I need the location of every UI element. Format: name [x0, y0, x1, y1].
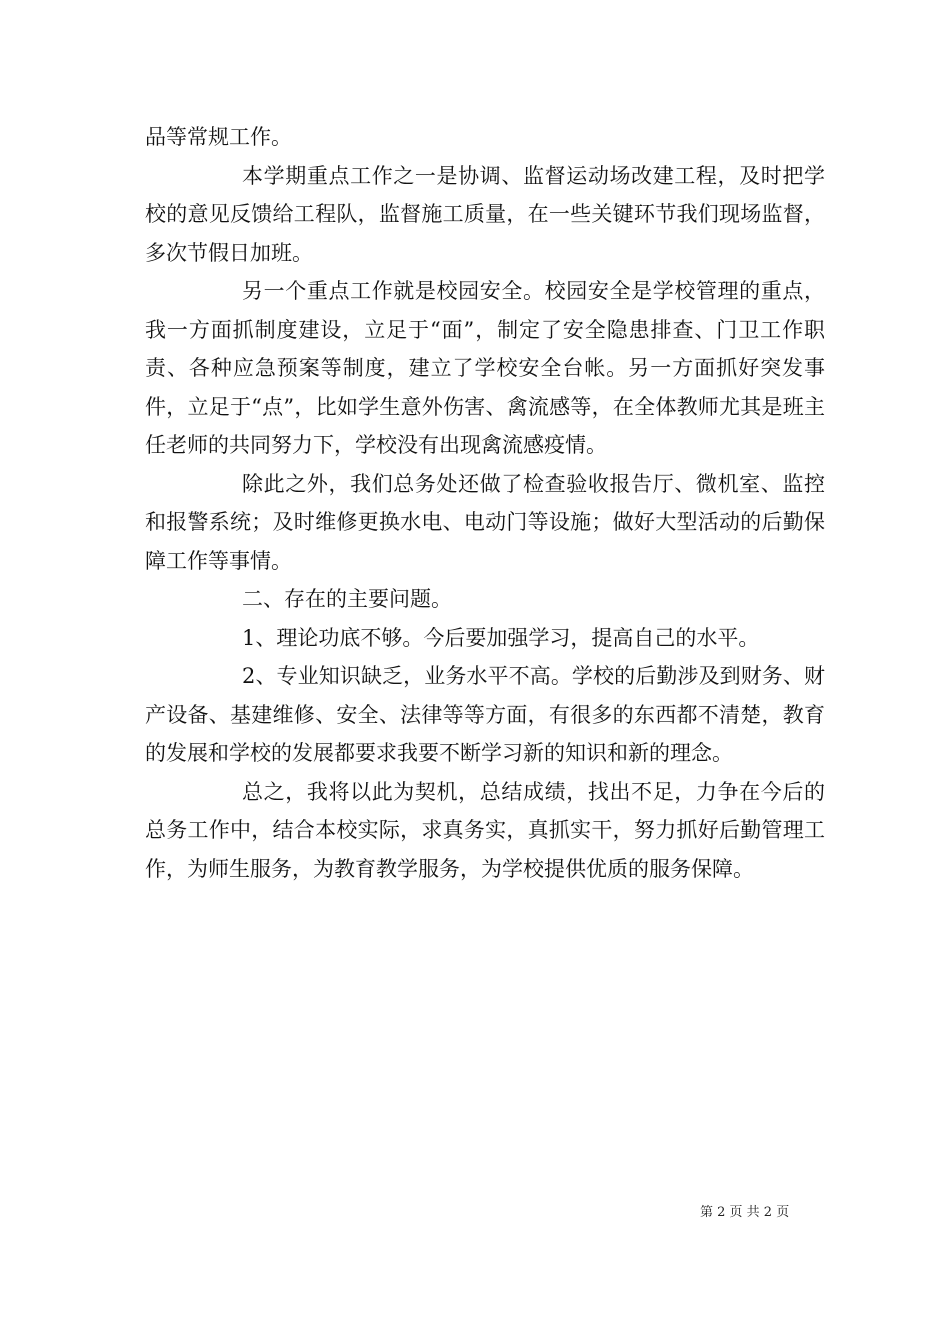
conclusion-paragraph: 总之，我将以此为契机，总结成绩，找出不足，力争在今后的总务工作中，结合本校实际，求真务实，真抓实干，努力抓好后勤管理工作，为师生服务，为教育教学服务，为学校提供优质的服务保障。	[145, 779, 825, 881]
body-text	[145, 118, 825, 888]
page-number-footer: 第 2 页 共 2 页	[700, 1205, 790, 1220]
paragraph-3: 另一个重点工作就是校园安全。校园安全是学校管理的重点，我一方面抓制度建设，立足于“面”，制定了安全隐患排查、门卫工作职责、各种应急预案等制度，建立了学校安全台帐。另一方面抓好突发事件，立足于“点”，比如学生意外伤害、禽流感等，在全体教师尤其是班主任老师的共同努力下，学校没有出现禽流感疫情。	[145, 279, 825, 457]
paragraph-2: 本学期重点工作之一是协调、监督运动场改建工程，及时把学校的意见反馈给工程队，监督施工质量，在一些关键环节我们现场监督，多次节假日加班。	[145, 163, 825, 265]
paragraph-4: 除此之外，我们总务处还做了检查验收报告厅、微机室、监控和报警系统；及时维修更换水电、电动门等设施；做好大型活动的后勤保障工作等事情。	[145, 471, 825, 573]
section-heading-problems: 二、存在的主要问题。	[242, 587, 452, 611]
problem-item-1: 1、理论功底不够。今后要加强学习，提高自己的水平。	[242, 625, 760, 650]
problem-item-2: 2、专业知识缺乏，业务水平不高。学校的后勤涉及到财务、财产设备、基建维修、安全、法律等等方面，有很多的东西都不清楚，教育的发展和学校的发展都要求我要不断学习新的知识和新的理念。	[145, 664, 825, 765]
paragraph-1: 品等常规工作。	[145, 125, 292, 149]
